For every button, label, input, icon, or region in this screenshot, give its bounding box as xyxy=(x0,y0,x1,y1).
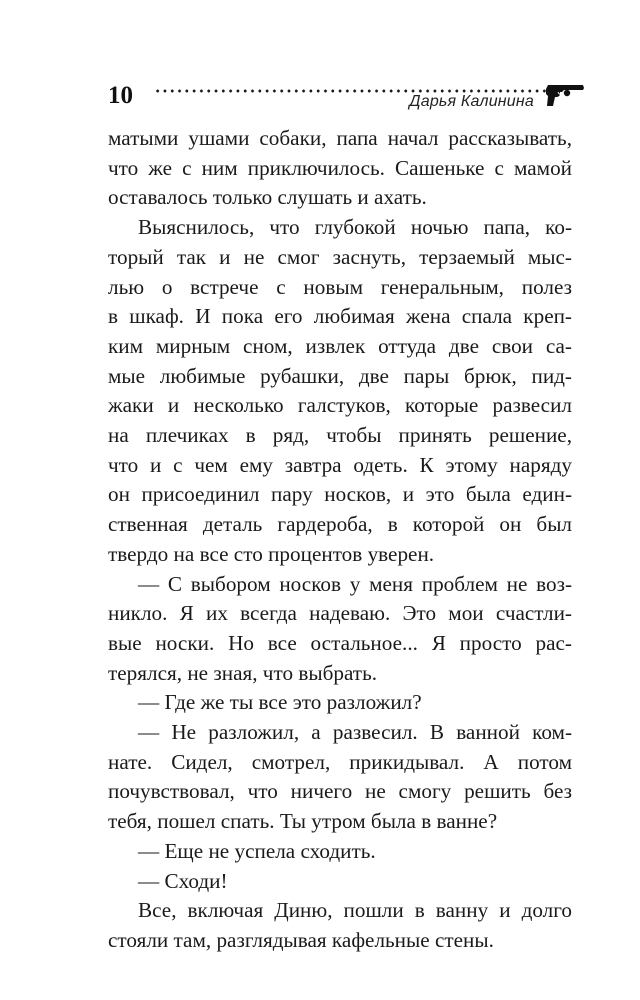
text-line: лью о встрече с новым генеральным, полез xyxy=(108,274,572,299)
text-line: никло. Я их всегда надеваю. Это мои счастли- xyxy=(108,601,572,626)
text-line: — Еще не успела сходить. xyxy=(138,838,376,863)
text-line: — Не разложил, а развесил. В ванной ком- xyxy=(138,720,572,745)
text-line: торый так и не смог заснуть, терзаемый мыс- xyxy=(108,244,572,269)
text-line: — Сходи! xyxy=(138,868,228,893)
revolver-icon xyxy=(546,82,586,108)
text-line: — Где же ты все это разложил? xyxy=(138,690,422,715)
text-line: жаки и несколько галстуков, которые развесил xyxy=(108,393,572,418)
text-line: стояли там, разглядывая кафельные стены. xyxy=(108,927,494,952)
text-line: матыми ушами собаки, папа начал рассказывать, xyxy=(108,126,572,150)
text-line: он присоединил пару носков, и это была един- xyxy=(108,482,572,507)
text-line: что и с чем ему завтра одеть. К этому наряду xyxy=(108,452,572,477)
author-name: Дарья Калинина xyxy=(409,93,534,110)
text-line: нате. Сидел, смотрел, прикидывал. А потом xyxy=(108,749,572,774)
text-line: ственная деталь гардероба, в которой он был xyxy=(108,512,572,537)
text-line: — С выбором носков у меня проблем не воз- xyxy=(138,571,572,596)
text-line: тебя, пошел спать. Ты утром была в ванне? xyxy=(108,809,498,834)
text-line: на плечиках в ряд, чтобы принять решение, xyxy=(108,423,572,448)
page-number: 10 xyxy=(108,82,133,109)
text-line: вые носки. Но все остальное... Я просто рас- xyxy=(108,630,572,655)
text-line: Выяснилось, что глубокой ночью папа, ко- xyxy=(138,215,572,240)
text-line: что же с ним приключилось. Сашеньке с мамой xyxy=(108,155,572,180)
text-line: ким мирным сном, извлек оттуда две свои са- xyxy=(108,333,572,358)
text-line: терялся, не зная, что выбрать. xyxy=(108,660,378,685)
running-header xyxy=(108,80,586,114)
text-line: мые любимые рубашки, две пары брюк, пид- xyxy=(108,363,572,388)
text-line: почувствовал, что ничего не смогу решить без xyxy=(108,779,572,804)
text-line: твердо на все сто процентов уверен. xyxy=(108,541,435,566)
body-text xyxy=(108,124,572,956)
text-line: в шкаф. И пока его любимая жена спала креп- xyxy=(108,304,572,329)
text-line: оставалось только слушать и ахать. xyxy=(108,185,427,210)
text-line: Все, включая Диню, пошли в ванну и долго xyxy=(138,898,572,923)
